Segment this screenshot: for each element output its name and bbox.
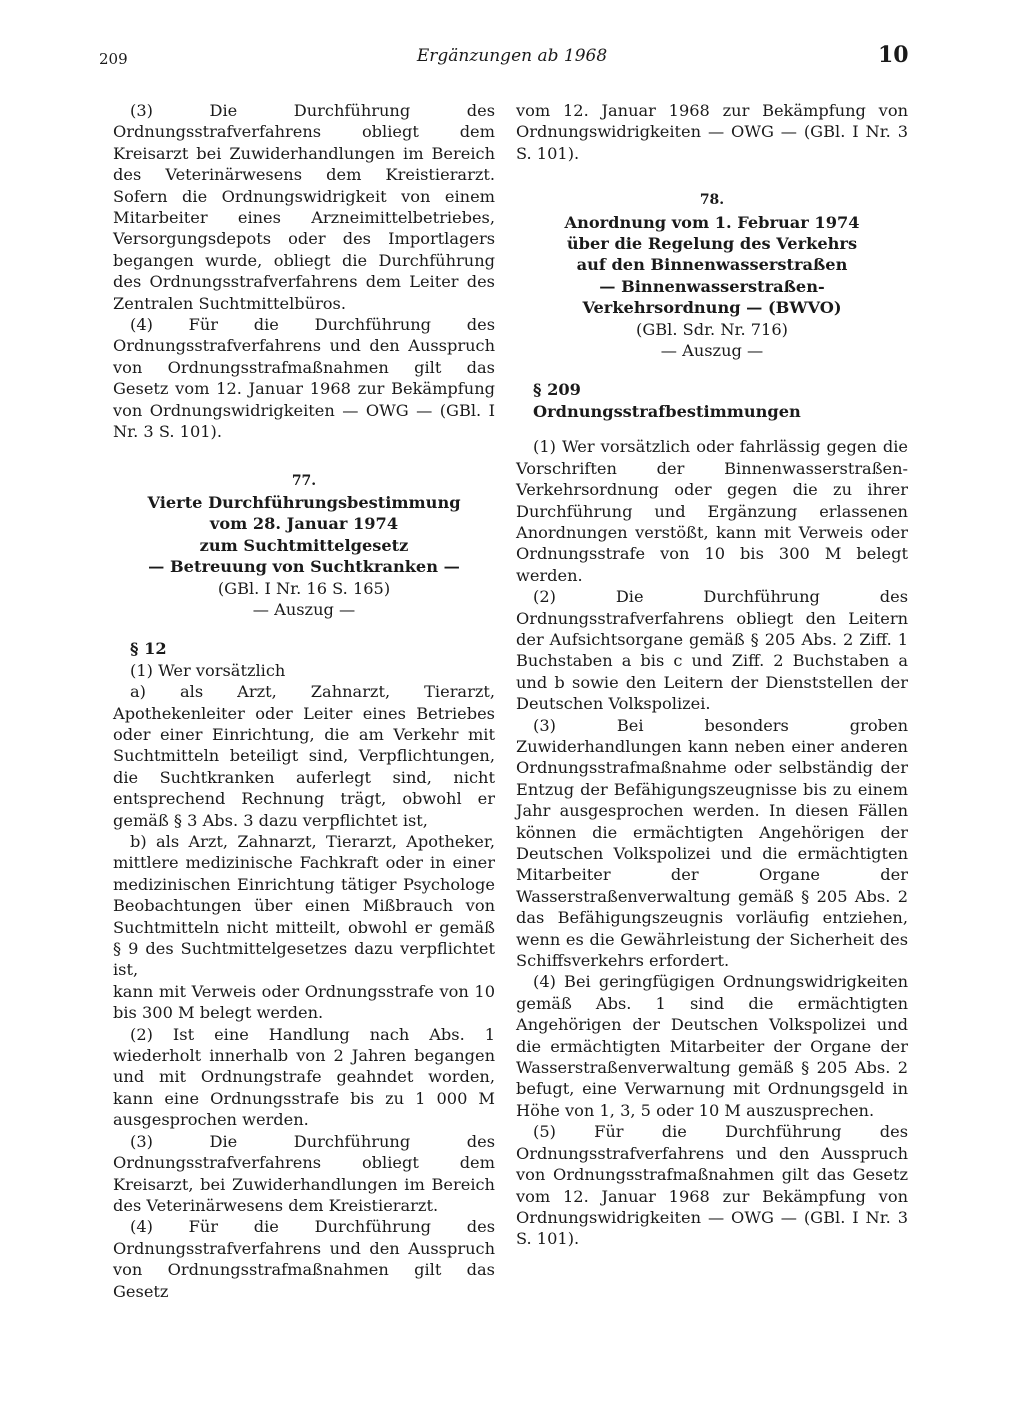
paragraph: (2) Die Durchführung des Ordnungsstrafverfahrens obliegt den Leitern der Aufsichtsorgane gemäß § 205 Abs. 2 Ziff. 1 Buchstaben a bis c und Ziff. 2 Buchstaben a und b sowie den Leitern der Dienststellen der Deutschen Volkspolizei. [516, 587, 908, 714]
decree-title-line: Anordnung vom 1. Februar 1974 [564, 212, 860, 232]
paragraph: (5) Für die Durchführung des Ordnungsstrafverfahrens und den Ausspruch von Ordnungsstrafmaßnahmen gilt das Gesetz vom 12. Januar 1968 zur Bekämpfung von Ordnungswidrigkeiten — OWG — (GBl. I Nr. 3 S. 101). [516, 1122, 908, 1249]
paragraph: a) als Arzt, Zahnarzt, Tierarzt, Apothekenleiter oder Leiter eines Betriebes oder einer Einrichtung, die am Verkehr mit Suchtmitteln beteiligt sind, Verpflichtungen, die Suchtkranken auferlegt sind, nicht entsprechend Rechnung trägt, obwohl er gemäß § 3 Abs. 3 dazu verpflichtet ist, [113, 682, 495, 830]
page-header [0, 0, 1024, 80]
paragraph: vom 12. Januar 1968 zur Bekämpfung von Ordnungswidrigkeiten — OWG — (GBl. I Nr. 3 S. 101). [516, 101, 908, 163]
section-number: 10 [878, 42, 909, 68]
section-title: Ordnungsstrafbestimmungen [533, 401, 801, 421]
paragraph: (4) Bei geringfügigen Ordnungswidrigkeiten gemäß Abs. 1 sind die ermächtigten Angehörigen der Deutschen Volkspolizei und die ermächtigten Mitarbeiter der Organe der Wasserstraßenverwaltung gemäß § 205 Abs. 2 befugt, eine Verwarnung mit Ordnungsgeld in Höhe von 1, 3, 5 oder 10 M auszusprechen. [516, 972, 908, 1120]
paragraph: (4) Für die Durchführung des Ordnungsstrafverfahrens und den Ausspruch von Ordnungsstrafmaßnahmen gilt das Gesetz vom 12. Januar 1968 zur Bekämpfung von Ordnungswidrigkeiten — OWG — (GBl. I Nr. 3 S. 101). [113, 315, 495, 442]
decree-77-heading [113, 471, 495, 621]
paragraph: kann mit Verweis oder Ordnungsstrafe von 10 bis 300 M belegt werden. [113, 981, 495, 1023]
decree-78-heading [516, 190, 908, 361]
paragraph: (1) Wer vorsätzlich oder fahrlässig gegen die Vorschriften der Binnenwasserstraßen-Verkehrsordnung oder gegen die zu ihrer Durchführung und Ergänzung erlassenen Anordnungen verstößt, kann mit Verweis oder Ordnungsstrafe von 10 bis 300 M belegt werden. [516, 437, 908, 585]
decree-title-line: — Betreuung von Suchtkranken — [148, 557, 460, 577]
section-heading: § 12 [130, 639, 167, 659]
running-title: Ergänzungen ab 1968 [416, 46, 608, 66]
decree-title-line: zum Suchtmittelgesetz [199, 535, 409, 555]
paragraph: (3) Bei besonders groben Zuwiderhandlungen kann neben einer anderen Ordnungsstrafmaßnahme oder selbständig der Entzug der Befähigungszeugnisse bis zu einem Jahr ausgesprochen werden. In diesen Fällen können die ermächtigten Angehörigen der Deutschen Volkspolizei und die ermächtigten Mitarbeiter der Organe der Wasserstraßenverwaltung gemäß § 205 Abs. 2 das Befähigungszeugnis vorläufig entziehen, wenn es die Gewährleistung der Sicherheit des Schiffsverkehrs erfordert. [516, 715, 908, 971]
paragraph: b) als Arzt, Zahnarzt, Tierarzt, Apotheker, mittlere medizinische Fachkraft oder in einer medizinischen Einrichtung tätiger Psychologe Beobachtungen über einen Mißbrauch von Suchtmitteln nicht mitteilt, obwohl er gemäß § 9 des Suchtmittelgesetzes dazu verpflichtet ist, [113, 832, 495, 980]
right-column [516, 100, 908, 1250]
decree-title-line: — Binnenwasserstraßen- [599, 276, 825, 296]
section-heading: § 209 [533, 380, 581, 400]
decree-source: (GBl. I Nr. 16 S. 165) [217, 578, 391, 598]
page-number: 209 [99, 50, 128, 68]
decree-excerpt-note: — Auszug — [660, 341, 764, 361]
decree-title-line: vom 28. Januar 1974 [209, 514, 399, 534]
paragraph: (3) Die Durchführung des Ordnungsstrafverfahrens obliegt dem Kreisarzt bei Zuwiderhandlungen im Bereich des Veterinärwesens dem Kreistierarzt. Sofern die Ordnungswidrigkeit von einem Mitarbeiter eines Arzneimittelbetriebes, Versorgungsdepots oder des Importlagers begangen wurde, obliegt die Durchführung des Ordnungsstrafverfahrens dem Leiter des Zentralen Suchtmittelbüros. [113, 101, 495, 313]
decree-title-line: Vierte Durchführungsbestimmung [147, 492, 461, 512]
left-column [113, 100, 495, 1302]
decree-number: 77. [291, 472, 317, 489]
paragraph: (2) Ist eine Handlung nach Abs. 1 wiederholt innerhalb von 2 Jahren begangen und mit Ordnungstrafe geahndet worden, kann eine Ordnungsstrafe bis zu 1 000 M ausgesprochen werden. [113, 1024, 495, 1130]
decree-title-line: auf den Binnenwasserstraßen [576, 255, 848, 275]
paragraph: (1) Wer vorsätzlich [130, 660, 286, 680]
paragraph: (3) Die Durchführung des Ordnungsstrafverfahrens obliegt dem Kreisarzt, bei Zuwiderhandlungen im Bereich des Veterinärwesens dem Kreistierarzt. [113, 1131, 495, 1215]
decree-number: 78. [699, 192, 725, 209]
decree-title-line: über die Regelung des Verkehrs [566, 234, 858, 254]
paragraph: (4) Für die Durchführung des Ordnungsstrafverfahrens und den Ausspruch von Ordnungsstrafmaßnahmen gilt das Gesetz [113, 1217, 495, 1301]
decree-title-line: Verkehrsordnung — (BWVO) [582, 298, 842, 318]
decree-source: (GBl. Sdr. Nr. 716) [636, 319, 788, 339]
decree-excerpt-note: — Auszug — [252, 599, 356, 619]
